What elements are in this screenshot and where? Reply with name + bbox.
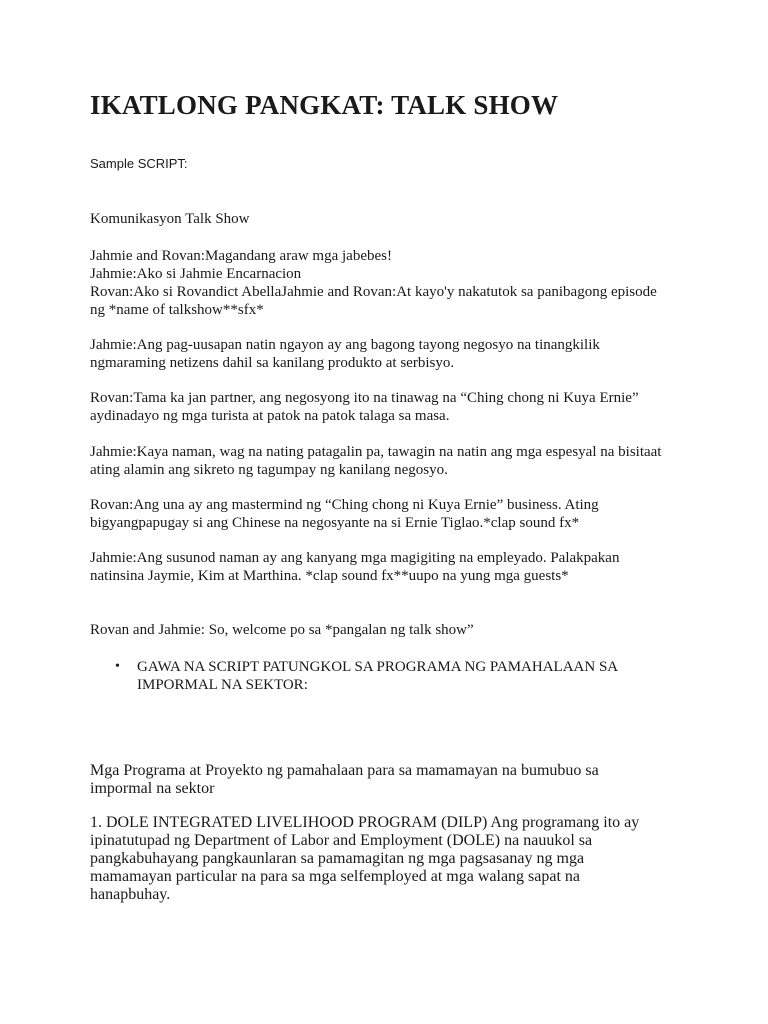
text-line: Rovan:Ako si Rovandict AbellaJahmie and Rovan:At kayo'y nakatutok sa panibagong episode xyxy=(90,284,657,300)
text-line: Mga Programa at Proyekto ng pamahalaan para sa mamamayan na bumubuo sa xyxy=(90,762,599,779)
text-line: Rovan:Ang una ay ang mastermind ng “Ching chong ni Kuya Ernie” business. Ating xyxy=(90,497,599,513)
text-line: IMPORMAL NA SEKTOR: xyxy=(137,677,308,693)
script-paragraph-5 xyxy=(90,496,680,532)
script-paragraph-3 xyxy=(90,389,680,425)
text-line: pangkabuhayang pangkaunlaran sa pamamagitan ng mga pagsasanay ng mga xyxy=(90,850,585,867)
text-line: Rovan:Tama ka jan partner, ang negosyong ito na tinawag na “Ching chong ni Kuya Ernie” xyxy=(90,390,639,406)
text-line: GAWA NA SCRIPT PATUNGKOL SA PROGRAMA NG PAMAHALAAN SA xyxy=(137,659,619,675)
text-line: Jahmie:Ako si Jahmie Encarnacion xyxy=(90,266,302,282)
text-line: ngmaraming netizens dahil sa kanilang produkto at serbisyo. xyxy=(90,355,455,371)
text-line: 1. DOLE INTEGRATED LIVELIHOOD PROGRAM (DILP) Ang programang ito ay xyxy=(90,814,640,831)
section-heading xyxy=(90,762,690,798)
show-name-text: Komunikasyon Talk Show xyxy=(90,211,250,227)
script-paragraph-2 xyxy=(90,336,680,372)
script-paragraph-4 xyxy=(90,443,680,479)
sample-script-label: Sample SCRIPT: xyxy=(90,156,188,171)
program-item-1 xyxy=(90,814,690,904)
text-line: ng *name of talkshow**sfx* xyxy=(90,302,264,318)
text-line: ating alamin ang sikreto ng tagumpay ng kanilang negosyo. xyxy=(90,462,448,478)
show-name xyxy=(90,210,680,228)
page-title: IKATLONG PANGKAT: TALK SHOW xyxy=(90,90,559,120)
text-line: Rovan and Jahmie: So, welcome po sa *pangalan ng talk show” xyxy=(90,622,474,638)
script-paragraph-6 xyxy=(90,549,680,585)
text-line: aydinadayo ng mga turista at patok na patok talaga sa masa. xyxy=(90,408,450,424)
text-line: mamamayan particular na para sa mga selfemployed at mga walang sapat na xyxy=(90,868,581,885)
text-line: Jahmie:Ang pag-uusapan natin ngayon ay ang bagong tayong negosyo na tinangkilik xyxy=(90,337,600,353)
text-line: Jahmie and Rovan:Magandang araw mga jabebes! xyxy=(90,248,392,264)
text-line: hanapbuhay. xyxy=(90,886,171,903)
bullet-text xyxy=(137,658,657,694)
text-line: impormal na sektor xyxy=(90,780,215,797)
bullet-icon: • xyxy=(115,659,120,674)
text-line: Jahmie:Kaya naman, wag na nating patagalin pa, tawagin na natin ang mga espesyal na bisitaat xyxy=(90,444,662,460)
script-paragraph-7 xyxy=(90,621,680,639)
text-line: natinsina Jaymie, Kim at Marthina. *clap sound fx**uupo na yung mga guests* xyxy=(90,568,569,584)
text-line: Jahmie:Ang susunod naman ay ang kanyang mga magigiting na empleyado. Palakpakan xyxy=(90,550,620,566)
text-line: ipinatutupad ng Department of Labor and Employment (DOLE) na nauukol sa xyxy=(90,832,593,849)
text-line: bigyangpapugay si ang Chinese na negosyante na si Ernie Tiglao.*clap sound fx* xyxy=(90,515,580,531)
script-paragraph-1 xyxy=(90,247,680,319)
